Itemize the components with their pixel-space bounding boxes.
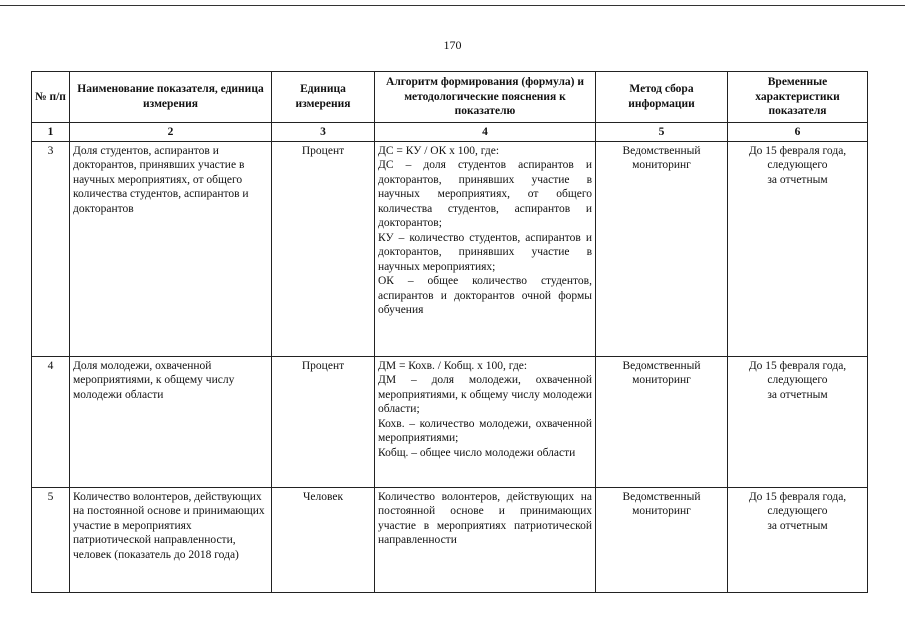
top-rule [0, 5, 905, 6]
column-number: 6 [728, 122, 868, 141]
table-row [32, 141, 868, 356]
timing-line: за отчетным [767, 388, 828, 401]
header-indicator-name: Наименование показателя, единица измерения [70, 72, 272, 123]
timing-line: До 15 февраля года, [748, 359, 847, 372]
method-cell: Ведомственный мониторинг [596, 356, 728, 487]
algorithm-line: ДС – доля студентов аспирантов и докторантов, принявших участие в научных мероприятиях, от общего количества студентов, аспирантов и докторантов; [378, 159, 592, 229]
unit-cell: Человек [272, 487, 375, 592]
algorithm-line: Количество волонтеров, действующих на постоянной основе и принимающих участие в мероприятиях патриотической направленности [378, 490, 592, 546]
row-number: 3 [32, 141, 70, 356]
algorithm-cell [375, 356, 596, 487]
unit-cell: Процент [272, 141, 375, 356]
table-header-row [32, 72, 868, 123]
column-number: 1 [32, 122, 70, 141]
column-number-row [32, 122, 868, 141]
header-algorithm: Алгоритм формирования (формула) и методологические пояснения к показателю [375, 72, 596, 123]
timing-line: До 15 февраля года, [748, 490, 847, 503]
timing-cell [728, 487, 868, 592]
timing-line: До 15 февраля года, [748, 144, 847, 157]
column-number: 5 [596, 122, 728, 141]
unit-cell: Процент [272, 356, 375, 487]
method-cell: Ведомственный мониторинг [596, 487, 728, 592]
header-method: Метод сбора информации [596, 72, 728, 123]
method-cell: Ведомственный мониторинг [596, 141, 728, 356]
algorithm-line: КУ – количество студентов, аспирантов и докторантов, принявших участие в научных мероприятиях; [378, 231, 592, 273]
page-number: 170 [443, 38, 462, 52]
algorithm-line: ДМ = Кохв. / Кобщ. х 100, где: [378, 359, 528, 372]
row-number: 5 [32, 487, 70, 592]
indicator-name: Доля молодежи, охваченной мероприятиями, к общему числу молодежи области [70, 356, 272, 487]
algorithm-line: ОК – общее количество студентов, аспирантов и докторантов очной формы обучения [378, 275, 592, 316]
timing-line: следующего [767, 505, 828, 517]
column-number: 4 [375, 122, 596, 141]
row-number: 4 [32, 356, 70, 487]
indicator-name: Доля студентов, аспирантов и докторантов, принявших участие в научных мероприятиях, от общего количества студентов, аспирантов и докторантов [70, 141, 272, 356]
algorithm-cell [375, 141, 596, 356]
timing-cell [728, 141, 868, 356]
table-row [32, 356, 868, 487]
algorithm-line: Кобщ. – общее число молодежи области [378, 446, 576, 459]
algorithm-cell [375, 487, 596, 592]
indicators-table [31, 71, 868, 593]
header-unit: Единица измерения [272, 72, 375, 123]
algorithm-line: Кохв. – количество молодежи, охваченной мероприятиями; [378, 417, 592, 444]
column-number: 2 [70, 122, 272, 141]
timing-line: за отчетным [767, 173, 828, 186]
column-number: 3 [272, 122, 375, 141]
indicator-name: Количество волонтеров, действующих на постоянной основе и принимающих участие в мероприятиях патриотической направленности, человек (показатель до 2018 года) [70, 487, 272, 592]
header-number: № п/п [32, 72, 70, 123]
header-timing: Временные характеристики показателя [728, 72, 868, 123]
algorithm-line: ДС = КУ / ОК х 100, где: [378, 144, 500, 157]
timing-line: следующего [767, 159, 828, 171]
timing-line: следующего [767, 374, 828, 386]
table-row [32, 487, 868, 592]
algorithm-line: ДМ – доля молодежи, охваченной мероприятиями, к общему числу молодежи области; [378, 374, 592, 415]
timing-cell [728, 356, 868, 487]
timing-line: за отчетным [767, 519, 828, 532]
